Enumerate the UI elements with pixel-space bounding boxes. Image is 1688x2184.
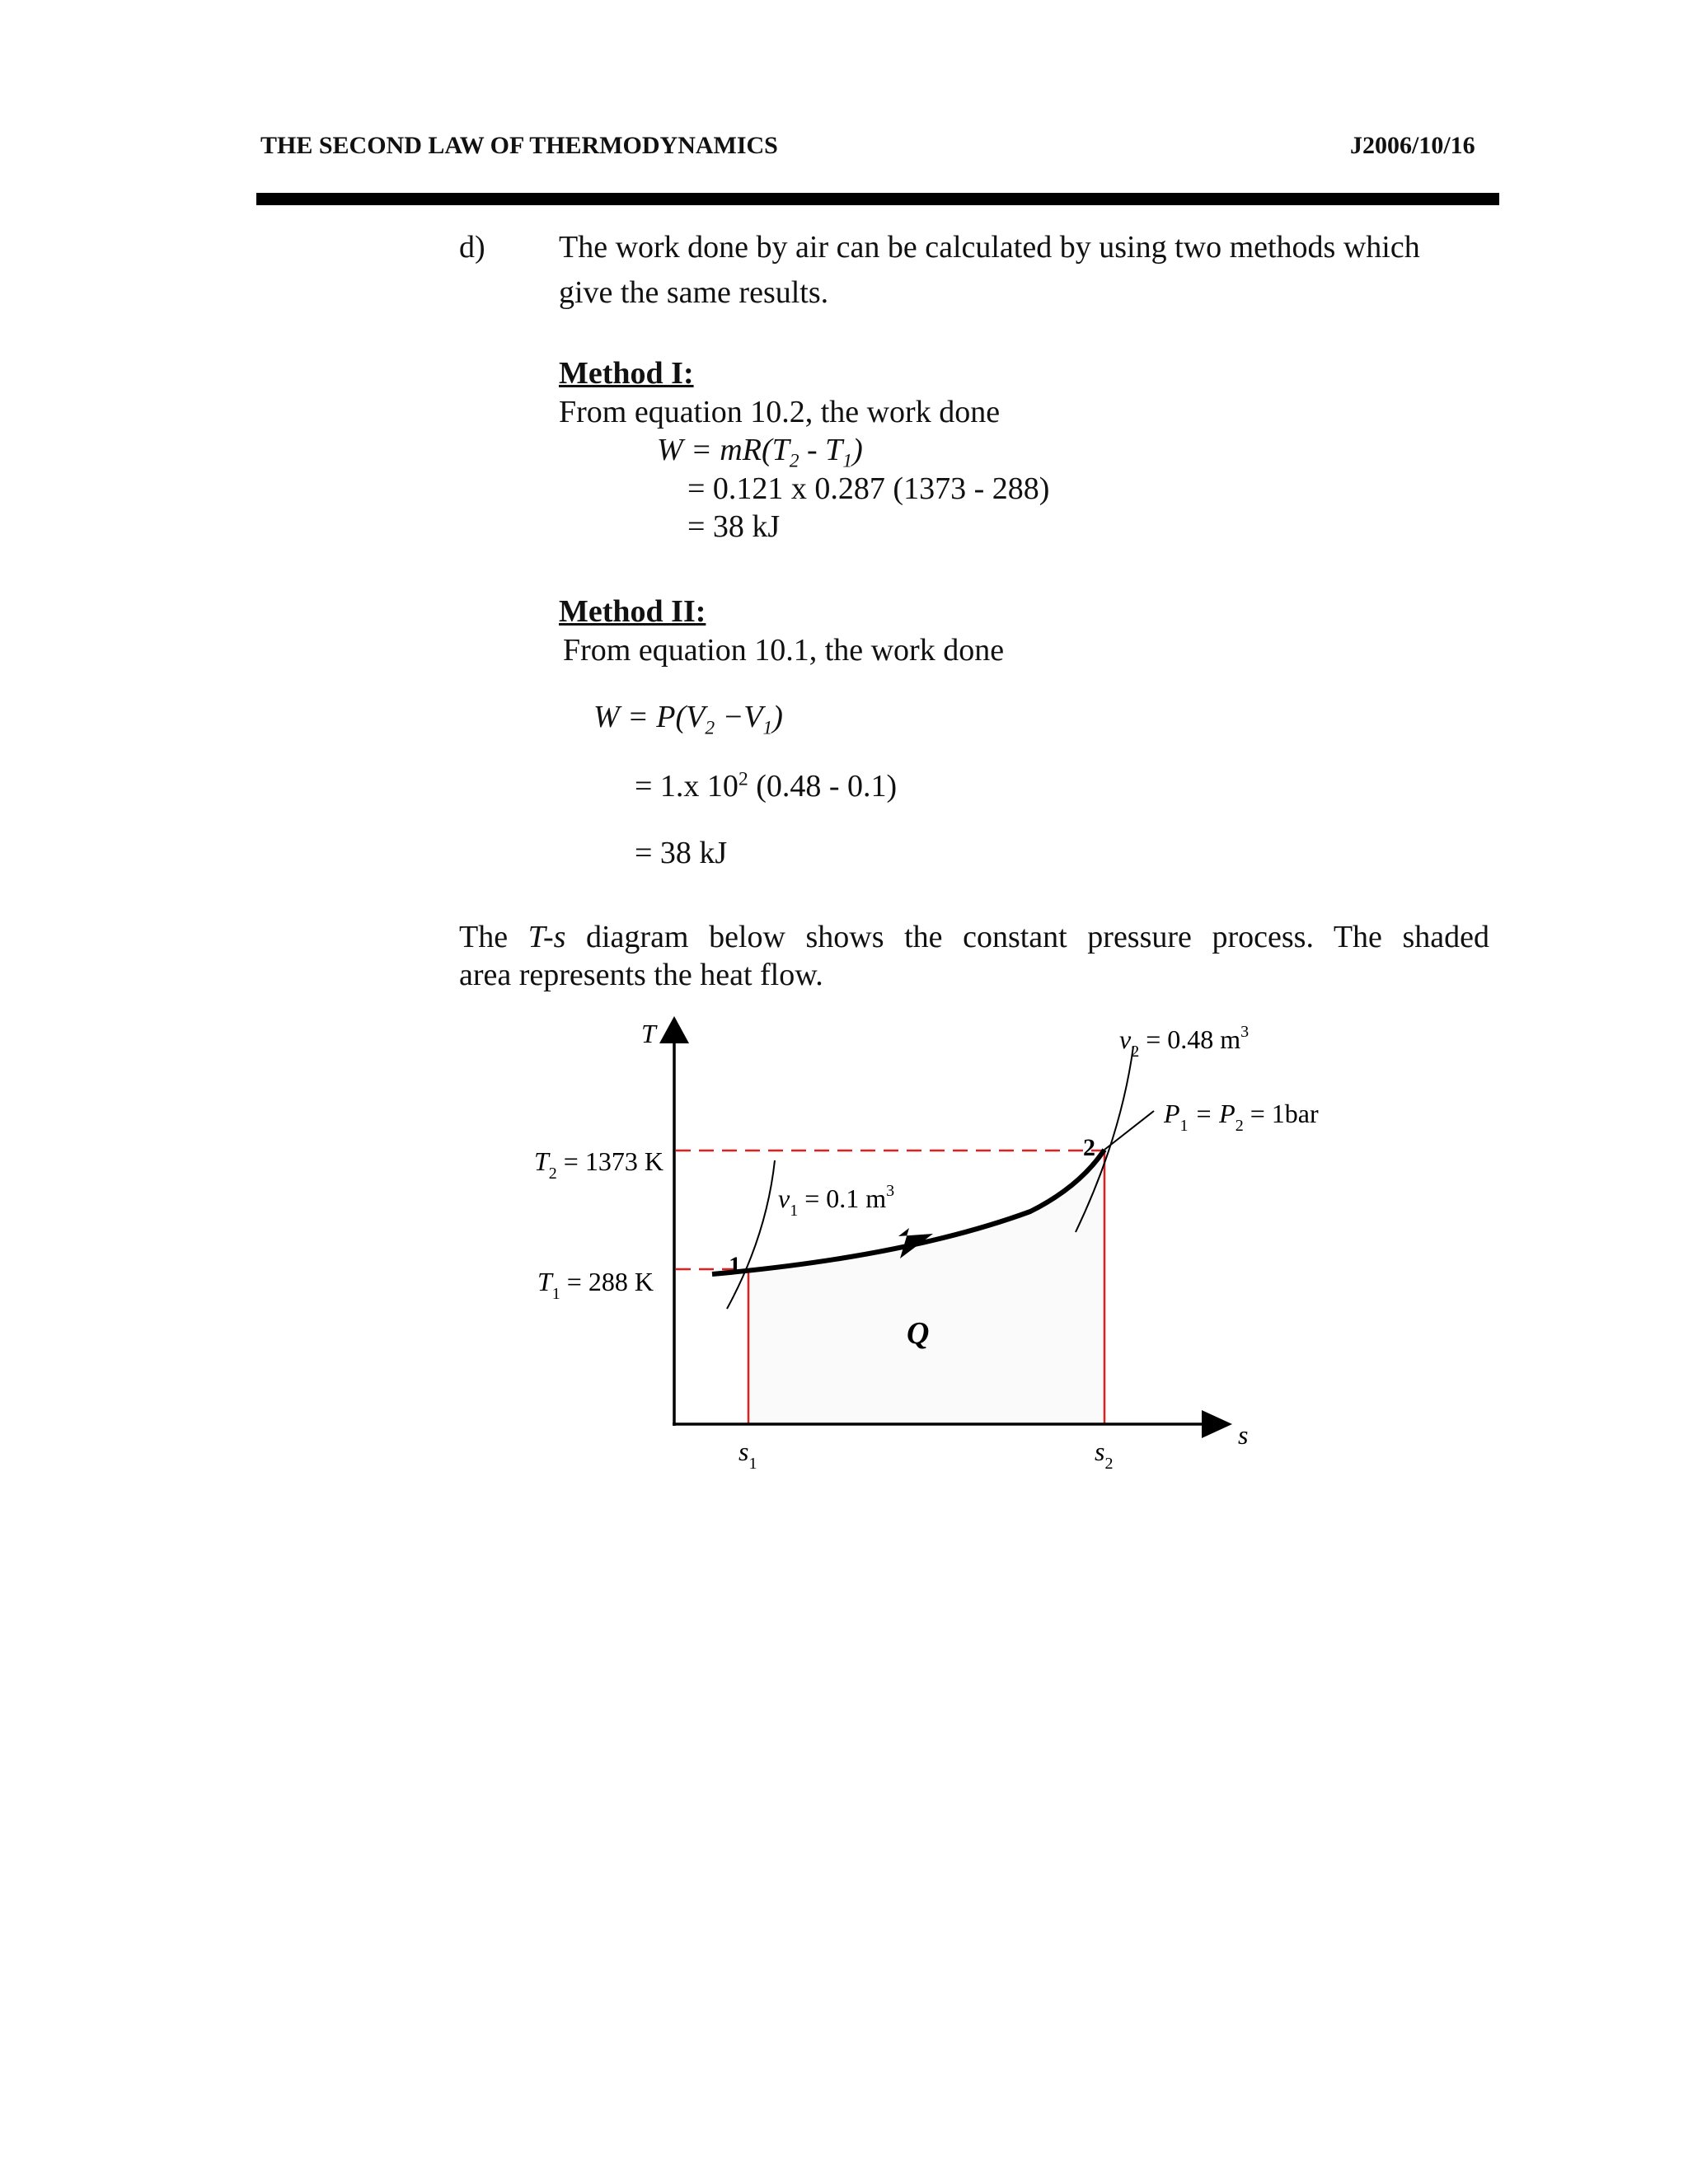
s1-label: $s_1$ <box>738 1436 757 1473</box>
section-intro-line1: The work done by air can be calculated by using two methods which <box>559 230 1420 265</box>
s-axis-arrow <box>1202 1410 1232 1438</box>
section-intro-line2: give the same results. <box>559 275 829 310</box>
v2-label: $v_2 = 0.48$ $m^3$ <box>1119 1023 1250 1061</box>
point-1-label: 1 <box>729 1252 741 1279</box>
s-axis-label: s <box>1238 1420 1249 1450</box>
point-2-label: 2 <box>1083 1134 1095 1161</box>
method1-heading: Method I: <box>559 356 694 391</box>
t-axis-arrow <box>659 1016 689 1043</box>
s2-label: $s_2$ <box>1095 1436 1114 1473</box>
t-axis-label: T <box>641 1019 656 1048</box>
method1-intro: From equation 10.2, the work done <box>559 395 1001 429</box>
document-code: J2006/10/16 <box>1350 132 1475 159</box>
method1-step3: = 38 kJ <box>687 509 781 544</box>
method1-step2: = 0.121 x 0.287 (1373 - 288) <box>687 471 1050 506</box>
t1-label: $T_1 = 288$ K <box>537 1267 654 1303</box>
method2-step2: = 1.x $10^2$ (0.48 - 0.1) <box>635 768 898 804</box>
diagram-caption: The T-s diagram below shows the constant pressure process. The shaded area represents the heat flow. <box>459 920 1489 992</box>
method2-step3: = 38 kJ <box>635 836 728 870</box>
method1-equation: $W = mR(T_2 - T_1)$ <box>657 433 863 472</box>
method2-equation: $W = P(V_2 -V_1)$ <box>593 700 783 739</box>
pressure-label: $P_1 = P_2 = 1bar$ <box>1164 1099 1319 1135</box>
pressure-line-extension <box>1104 1111 1154 1150</box>
document-title: THE SECOND LAW OF THERMODYNAMICS <box>260 132 778 159</box>
method2-heading: Method II: <box>559 594 706 629</box>
heat-label: Q <box>907 1316 930 1351</box>
section-label: d) <box>459 230 485 265</box>
v1-label: $v_1 = 0.1$ $m^3$ <box>778 1182 895 1220</box>
t2-label: $T_2 = 1373$ K <box>534 1146 663 1183</box>
method2-intro: From equation 10.1, the work done <box>563 633 1005 668</box>
